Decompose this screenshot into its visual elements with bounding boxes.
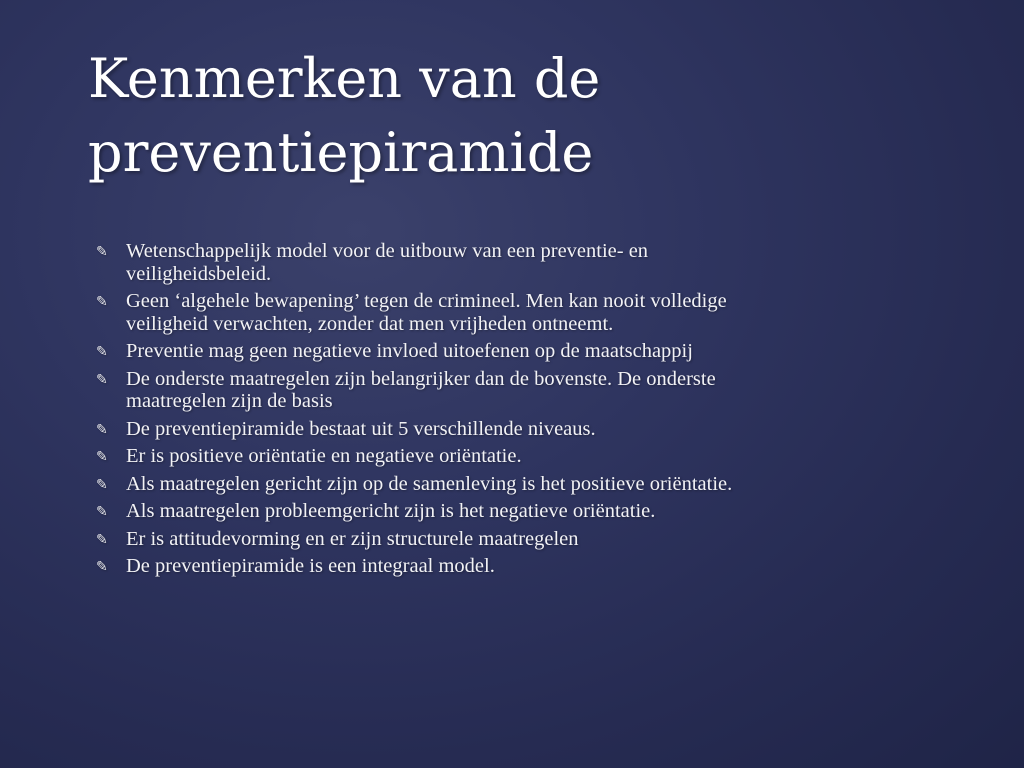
- bullet-text: Als maatregelen gericht zijn op de samenleving is het positieve oriëntatie.: [126, 472, 733, 495]
- quill-bullet-icon: ✎: [96, 504, 108, 520]
- bullet-item: [96, 418, 776, 441]
- bullet-item: [96, 473, 776, 496]
- quill-bullet-icon: ✎: [96, 294, 108, 310]
- bullet-text: De preventiepiramide bestaat uit 5 verschillende niveaus.: [126, 417, 596, 440]
- bullet-item: [96, 555, 776, 578]
- bullet-text: De preventiepiramide is een integraal model.: [126, 555, 495, 577]
- quill-bullet-icon: ✎: [96, 531, 108, 548]
- bullet-list: [96, 240, 776, 583]
- slide-title-line-1: Kenmerken van de: [88, 47, 601, 110]
- bullet-item: [96, 368, 776, 413]
- bullet-item: [96, 528, 776, 551]
- bullet-item: [96, 290, 776, 335]
- bullet-text: Preventie mag geen negatieve invloed uitoefenen op de maatschappij: [126, 340, 693, 362]
- bullet-item: [96, 445, 776, 468]
- bullet-text: Er is attitudevorming en er zijn structurele maatregelen: [126, 527, 579, 550]
- bullet-item: [96, 340, 776, 363]
- bullet-text: Er is positieve oriëntatie en negatieve oriëntatie.: [126, 445, 522, 467]
- bullet-text: De onderste maatregelen zijn belangrijker dan de bovenste. De onderste maatregelen zijn de basis: [126, 367, 716, 412]
- bullet-item: [96, 240, 776, 285]
- bullet-text: Als maatregelen probleemgericht zijn is het negatieve oriëntatie.: [126, 500, 656, 522]
- quill-bullet-icon: ✎: [96, 244, 108, 260]
- bullet-item: [96, 500, 776, 523]
- quill-bullet-icon: ✎: [96, 559, 108, 575]
- quill-bullet-icon: ✎: [96, 449, 108, 465]
- bullet-text: Geen ‘algehele bewapening’ tegen de crimineel. Men kan nooit volledige veiligheid verwachten, zonder dat men vrijheden ontneemt.: [126, 290, 727, 335]
- bullet-text: Wetenschappelijk model voor de uitbouw van een preventie- en veiligheidsbeleid.: [126, 240, 649, 285]
- slide-title: [88, 42, 848, 190]
- quill-bullet-icon: ✎: [96, 421, 108, 438]
- quill-bullet-icon: ✎: [96, 344, 108, 360]
- quill-bullet-icon: ✎: [96, 476, 108, 493]
- slide-title-line-2: preventiepiramide: [88, 121, 594, 184]
- quill-bullet-icon: ✎: [96, 371, 108, 388]
